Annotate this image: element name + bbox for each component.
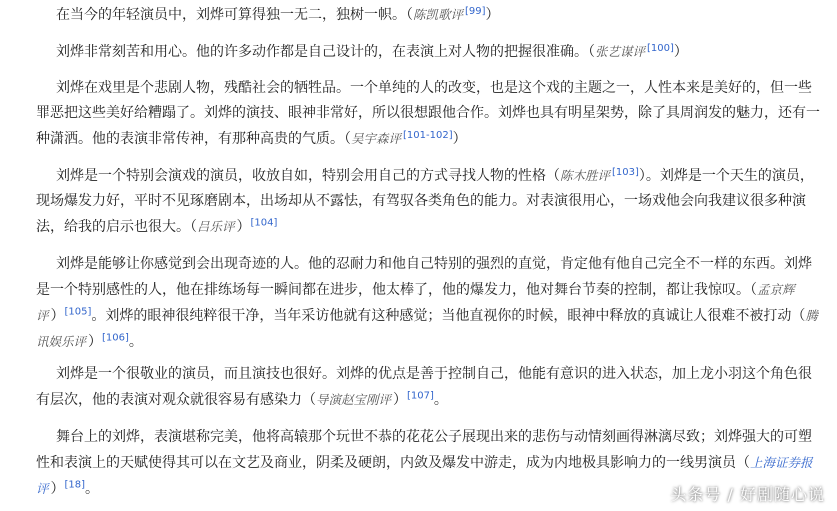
quote-source: 陈凯歌评 [99] — [413, 5, 486, 22]
quote-text: 舞台上的刘烨，表演堪称完美，他将高辕那个玩世不恭的花花公子展现出来的悲伤与动情刻画得淋漓尽致；刘烨强大的可塑性和表演上的天赋使得其可以在文艺及商业，阴柔及硬朗，内敛及爆发中游走，成为内地极具影响力的一线男演员 — [36, 429, 812, 471]
quote-paragraph-1: 在当今的年轻演员中，刘烨可算得独一无二，独树一帜。（陈凯歌评 [99]） — [56, 5, 500, 23]
citation-link[interactable]: [18] — [64, 479, 86, 491]
citation-link[interactable]: [106] — [102, 332, 129, 344]
quote-text: 在当今的年轻演员中，刘烨可算得独一无二，独树一帜。 — [56, 7, 406, 23]
quote-text: 刘烨是一个特别会演戏的演员，收放自如，特别会用自己的方式寻找人物的性格 — [56, 168, 546, 184]
watermark: 头条号 / 好剧随心说 — [670, 485, 825, 504]
citation-link[interactable]: [100] — [647, 42, 674, 54]
quote-text: 刘烨是能够让你感觉到会出现奇迹的人。他的忍耐力和他自己特别的强烈的直觉，肯定他有他自己完全不一样的东西。刘烨是一个特别感性的人，他在排练场每一瞬间都在进步，他太棒了，他的爆发力，他对舞台节奏的控制，都让我惊叹。 — [36, 256, 812, 298]
quote-source: 孟京辉评 — [36, 282, 795, 323]
quote-source: 张艺谋评 [100] — [595, 42, 674, 59]
quote-text: 刘烨非常刻苦和用心。他的许多动作都是自己设计的，在表演上对人物的把握很准确。 — [56, 44, 588, 60]
quote-paragraph-6: 刘烨是一个很敬业的演员，而且演技也很好。刘烨的优点是善于控制自己，他能有意识的进入状态，加上龙小羽这个角色很有层次，他的表演对观众就很容易有感染力（导演赵宝刚评 ）[107]。 — [36, 366, 812, 408]
citation-link[interactable]: [105] — [64, 306, 92, 318]
quote-paragraph-3: 刘烨在戏里是个悲剧人物，残酷社会的牺牲品。一个单纯的人的改变，也是这个戏的主题之一，人性本来是美好的，但一些罪恶把这些美好给糟蹋了。刘烨的演技、眼神非常好，所以很想跟他合作。刘烨也具有明星架势，除了具周润发的魅力，还有一种潇洒。他的表演非常传神，有那种高贵的气质。（吴宇森评 [101-102]） — [36, 80, 820, 147]
quote-text: 刘烨是一个很敬业的演员，而且演技也很好。刘烨的优点是善于控制自己，他能有意识的进入状态，加上龙小羽这个角色很有层次，他的表演对观众就很容易有感染力 — [36, 366, 812, 408]
quote-source: 陈木胜评 [103] — [560, 166, 639, 183]
quote-paragraph-4: 刘烨是一个特别会演戏的演员，收放自如，特别会用自己的方式寻找人物的性格（陈木胜评 [103]）。刘烨是一个天生的演员，现场爆发力好，平时不见琢磨剧本，出场却从不露怯，有驾驭各类角色的能力。对表演很用心，一场戏他会向我建议很多种演法，给我的启示也很大。（吕乐评 ）[104] — [36, 166, 814, 235]
quote-source: 腾讯娱乐评 — [36, 308, 818, 349]
quote-source: 导演赵宝刚评 — [316, 392, 392, 407]
citation-link[interactable]: [103] — [612, 166, 639, 178]
quote-source[interactable]: 上海证券报评 — [36, 455, 813, 496]
quote-text: 刘烨在戏里是个悲剧人物，残酷社会的牺牲品。一个单纯的人的改变，也是这个戏的主题之一，人性本来是美好的，但一些罪恶把这些美好给糟蹋了。刘烨的演技、眼神非常好，所以很想跟他合作。刘烨也具有明星架势，除了具周润发的魅力，还有一种潇洒。他的表演非常传神，有那种高贵的气质。 — [36, 80, 820, 147]
citation-link[interactable]: [101-102] — [403, 129, 453, 141]
quote-paragraph-7: 舞台上的刘烨，表演堪称完美，他将高辕那个玩世不恭的花花公子展现出来的悲伤与动情刻画得淋漓尽致；刘烨强大的可塑性和表演上的天赋使得其可以在文艺及商业，阴柔及硬朗，内敛及爆发中游走，成为内地极具影响力的一线男演员（上海证券报评 ）[18]。 — [36, 429, 813, 497]
quote-paragraph-5: 刘烨是能够让你感觉到会出现奇迹的人。他的忍耐力和他自己特别的强烈的直觉，肯定他有他自己完全不一样的东西。刘烨是一个特别感性的人，他在排练场每一瞬间都在进步，他太棒了，他的爆发力，他对舞台节奏的控制，都让我惊叹。（孟京辉评 ）[105]。刘烨的眼神很纯粹很干净，当年采访他就有这种感觉；当他直视你的时候，眼神中释放的真诚让人很难不被打动（腾讯娱乐评 ）[106]。 — [36, 256, 818, 350]
quote-text-continued: 。刘烨的眼神很纯粹很干净，当年采访他就有这种感觉；当他直视你的时候，眼神中释放的真诚让人很难不被打动 — [91, 308, 792, 324]
quote-source: 吕乐评 — [197, 219, 235, 234]
quote-text-continued: 。刘烨是一个天生的演员，现场爆发力好，平时不见琢磨剧本，出场却从不露怯，有驾驭各类角色的能力。对表演很用心，一场戏他会向我建议很多种演法，给我的启示也很大。 — [36, 168, 814, 235]
quote-source: 吴宇森评 [101-102] — [351, 129, 453, 146]
citation-link[interactable]: [104] — [250, 217, 278, 229]
quote-paragraph-2: 刘烨非常刻苦和用心。他的许多动作都是自己设计的，在表演上对人物的把握很准确。（张艺谋评 [100]） — [56, 42, 688, 60]
citation-link[interactable]: [99] — [465, 5, 486, 17]
citation-link[interactable]: [107] — [407, 390, 434, 402]
